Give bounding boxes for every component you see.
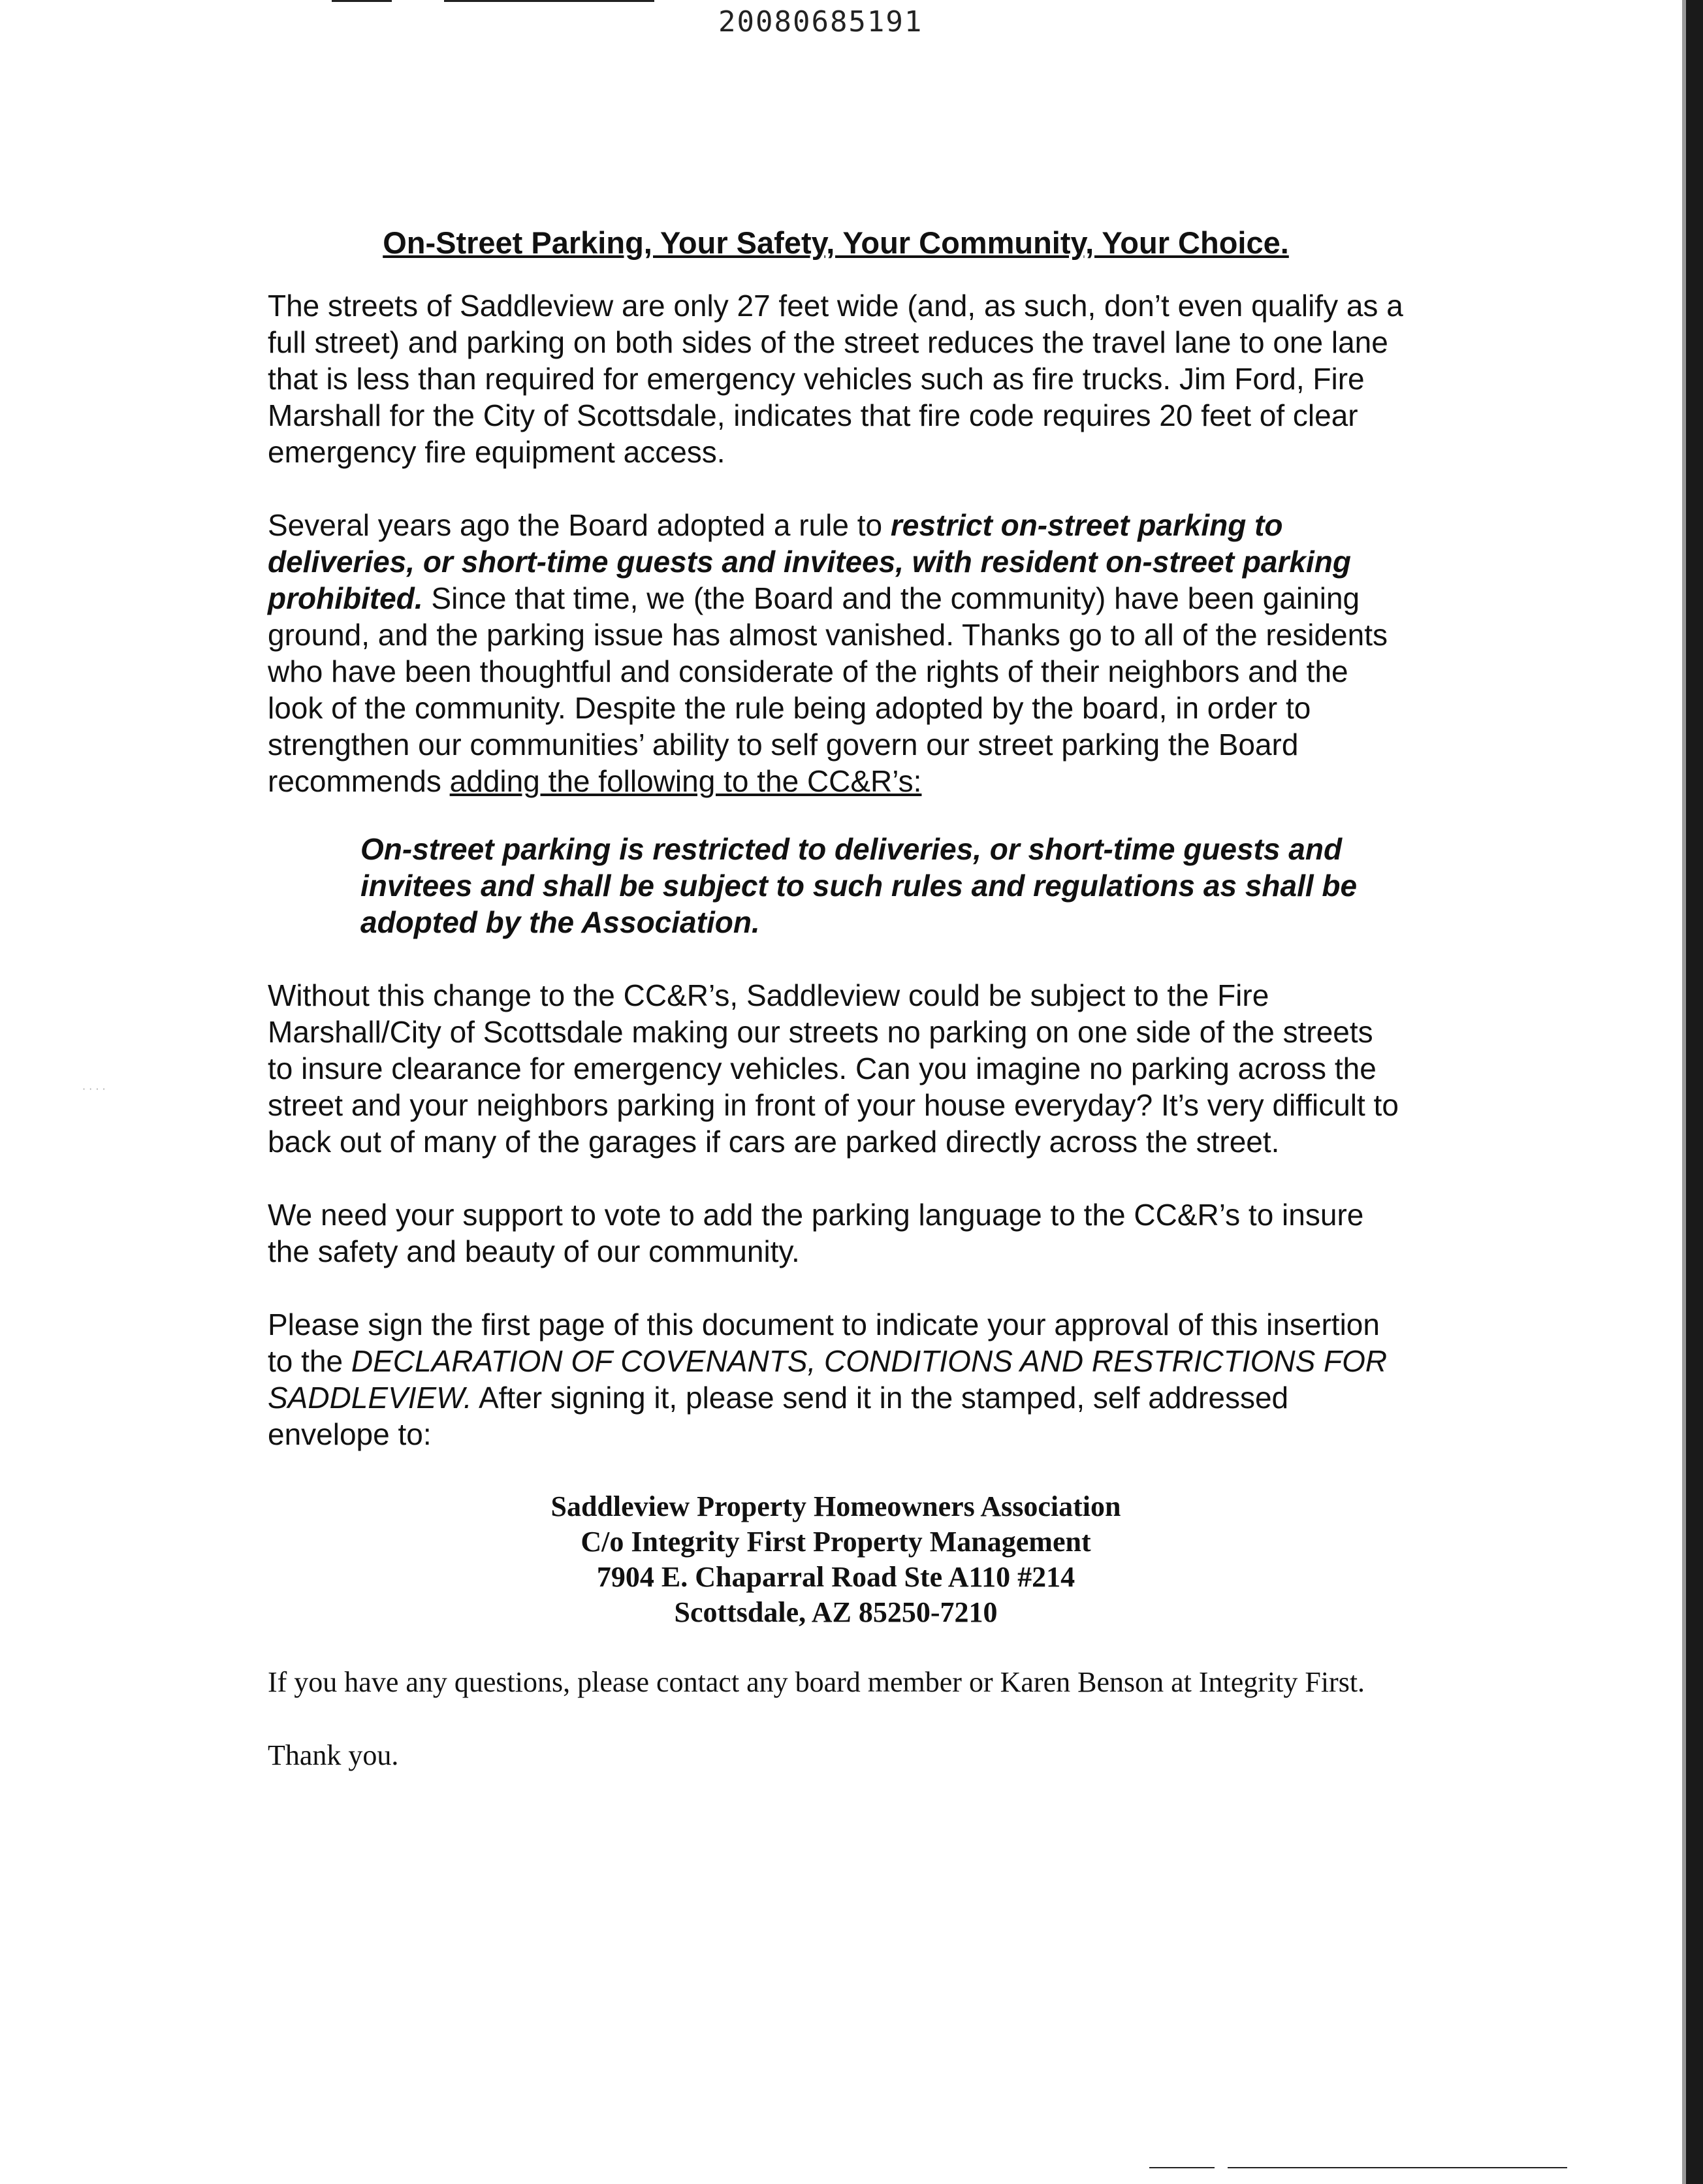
paragraph-board-rule-body: Since that time, we (the Board and the community) have been gaining ground, and the parking issue has almost vanished. Thanks go to all of the residents who have been thoughtful and considerate of the rights of their neighbors and the look of the community. Despite the rule being adopted by the board, in order to strengthen our communities’ ability to self govern our street parking the Board recommends xyxy=(268,581,1388,798)
address-line-1: Saddleview Property Homeowners Association xyxy=(550,1490,1121,1522)
scan-artifact-line xyxy=(332,0,392,2)
paragraph-support-vote: We need your support to vote to add the parking language to the CC&R’s to insure the safety and beauty of our community. xyxy=(268,1198,1364,1268)
proposed-ccr-text: On-street parking is restricted to deliveries, or short-time guests and invitees and shall be subject to such rules and regulations as shall be adopted by the Association. xyxy=(360,832,1358,939)
page-title: On-Street Parking, Your Safety, Your Community, Your Choice. xyxy=(383,225,1289,260)
mailing-address xyxy=(268,1489,1404,1630)
paragraph-fire-marshall: Without this change to the CC&R’s, Saddleview could be subject to the Fire Marshall/City of Scottsdale making our streets no parking on one side of the streets to insure clearance for emergency vehicles. Can you imagine no parking across the street and your neighbors parking in front of your house everyday? It’s very difficult to back out of many of the garages if cars are parked directly across the street. xyxy=(268,978,1399,1159)
paragraph-sign-instructions xyxy=(268,1306,1404,1453)
sign-instructions-body: After signing it, please send it in the stamped, self addressed envelope to: xyxy=(268,1381,1289,1451)
scan-edge xyxy=(1686,0,1703,2184)
paragraph-board-rule xyxy=(268,507,1404,799)
margin-smudge: · · · · xyxy=(82,1083,106,1095)
address-line-3: 7904 E. Chaparral Road Ste A110 #214 xyxy=(596,1561,1075,1593)
sign-instructions-intro: Please sign the first page of this document to indicate your approval of this insertion to the xyxy=(268,1308,1380,1378)
contact-note: If you have any questions, please contact any board member or Karen Benson at Integrity First. xyxy=(268,1666,1365,1698)
ccr-addition-label: adding the following to the CC&R’s: xyxy=(449,764,922,798)
declaration-title: DECLARATION OF COVENANTS, CONDITIONS AND RESTRICTIONS FOR SADDLEVIEW. xyxy=(268,1344,1388,1415)
letter-body xyxy=(268,225,1404,1810)
parking-rule-emphasis: restrict on-street parking to deliveries, or short-time guests and invitees, with resident on-street parking prohibited. xyxy=(268,508,1351,615)
address-line-4: Scottsdale, AZ 85250-7210 xyxy=(674,1596,998,1628)
scan-artifact-line xyxy=(444,0,654,2)
scan-artifact-line xyxy=(1228,2167,1567,2168)
scan-artifact-line xyxy=(1149,2167,1215,2168)
closing: Thank you. xyxy=(268,1739,399,1771)
paragraph-board-rule-intro: Several years ago the Board adopted a rule to xyxy=(268,508,891,542)
document-number: 20080685191 xyxy=(718,5,923,39)
paragraph-street-width: The streets of Saddleview are only 27 feet wide (and, as such, don’t even qualify as a full street) and parking on both sides of the street reduces the travel lane to one lane that is less than required for emergency vehicles such as fire trucks. Jim Ford, Fire Marshall for the City of Scottsdale, indicates that fire code requires 20 feet of clear emergency fire equipment access. xyxy=(268,289,1403,469)
address-line-2: C/o Integrity First Property Management xyxy=(581,1526,1091,1558)
